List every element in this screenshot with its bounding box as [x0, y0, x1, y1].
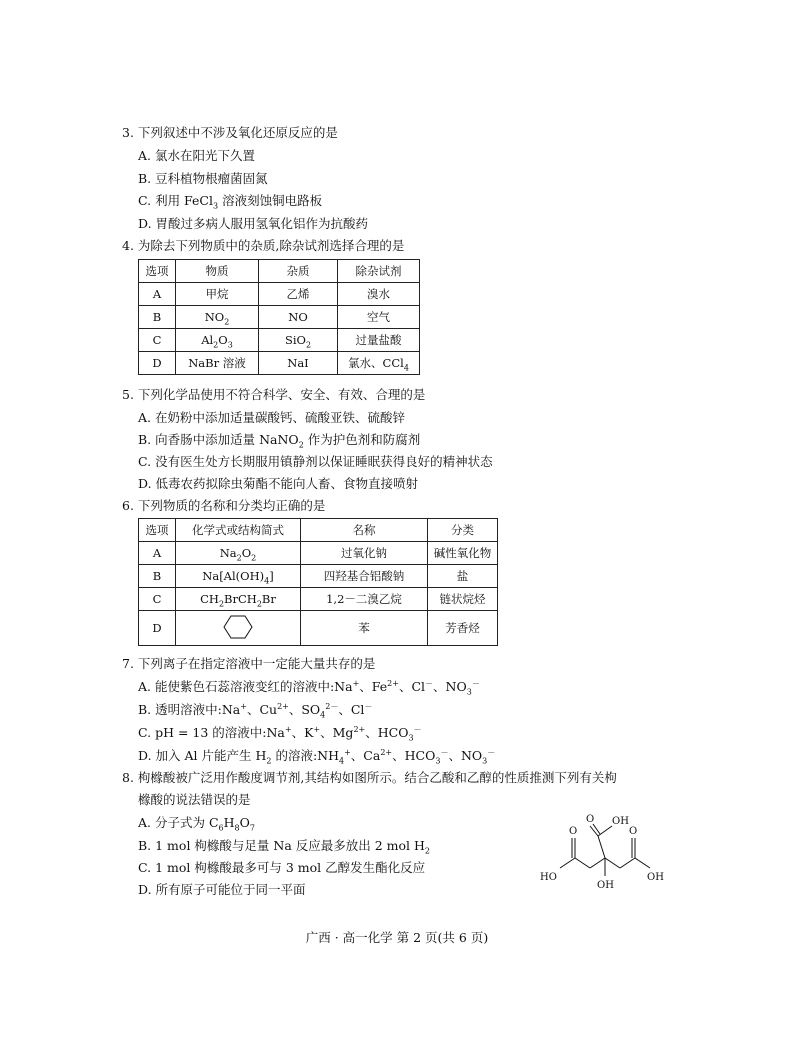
q8-option-c: C. 1 mol 枸橼酸最多可与 3 mol 乙醇发生酯化反应	[138, 860, 426, 875]
q3-option-c: C. 利用 FeCl$_3$ 溶液刻蚀铜电路板	[138, 193, 323, 211]
q8-option-a: A. 分子式为 $C_6H_8O_7$	[138, 815, 255, 833]
table-cell: 1,2－二溴乙烷	[301, 588, 428, 611]
table-row	[139, 352, 420, 375]
hydroxyl-label: OH	[597, 880, 614, 891]
q4-stem: 4. 为除去下列物质中的杂质,除杂试剂选择合理的是	[122, 238, 405, 253]
table-cell: 苯	[301, 611, 428, 646]
table-cell: A	[139, 283, 176, 306]
table-cell: 溴水	[338, 283, 420, 306]
table-cell: $Na_2O_2$	[176, 542, 301, 565]
table-cell: 四羟基合铝酸钠	[301, 565, 428, 588]
q3-option-d: D. 胃酸过多病人服用氢氧化铝作为抗酸药	[138, 216, 369, 231]
benzene-ring-icon	[223, 614, 253, 640]
table-cell: 链状烷烃	[428, 588, 498, 611]
q8-option-d: D. 所有原子可能位于同一平面	[138, 882, 306, 897]
table-cell: 除杂试剂	[338, 260, 420, 283]
q5-option-a: A. 在奶粉中添加适量碳酸钙、硫酸亚铁、硫酸锌	[138, 410, 405, 425]
table-cell: 乙烯	[259, 283, 338, 306]
table-cell: 芳香烃	[428, 611, 498, 646]
q8-option-b: B. 1 mol 枸橼酸与足量 Na 反应最多放出 2 mol $H_2$	[138, 838, 430, 856]
q3-option-a: A. 氯水在阳光下久置	[138, 148, 255, 163]
q4-table	[138, 259, 420, 375]
table-cell: 过量盐酸	[338, 329, 420, 352]
table-row	[139, 306, 420, 329]
oxygen-label: O	[569, 826, 578, 837]
table-cell: 分类	[428, 519, 498, 542]
table-cell: 甲烷	[176, 283, 259, 306]
table-row	[139, 329, 420, 352]
table-cell: NO	[259, 306, 338, 329]
table-cell: B	[139, 565, 176, 588]
q8-stem-line2: 橼酸的说法错误的是	[138, 792, 251, 807]
table-cell: $NO_2$	[176, 306, 259, 329]
q7-option-c: C. pH = 13 的溶液中:Na+、K+、$Mg^{2+}$、$HCO_3^-$	[138, 724, 422, 743]
q6-stem: 6. 下列物质的名称和分类均正确的是	[122, 498, 326, 513]
table-row	[139, 611, 498, 646]
q3-stem: 3. 下列叙述中不涉及氧化还原反应的是	[122, 125, 338, 140]
table-cell: C	[139, 329, 176, 352]
oxygen-label: O	[629, 826, 638, 837]
q5-stem: 5. 下列化学品使用不符合科学、安全、有效、合理的是	[122, 387, 426, 402]
table-cell: A	[139, 542, 176, 565]
q7-option-b: B. 透明溶液中:Na+、$Cu^{2+}$、$SO_4^{2-}$、Cl－	[138, 701, 373, 720]
table-cell: 杂质	[259, 260, 338, 283]
table-cell: 氯水、CCl$_4$	[338, 352, 420, 375]
q5-option-d: D. 低毒农药拟除虫菊酯不能向人畜、食物直接喷射	[138, 476, 419, 491]
q6-table	[138, 518, 498, 646]
table-row	[139, 588, 498, 611]
table-row	[139, 283, 420, 306]
table-cell: D	[139, 611, 176, 646]
table-cell: B	[139, 306, 176, 329]
q7-option-a: A. 能使紫色石蕊溶液变红的溶液中:Na+、$Fe^{2+}$、Cl－、$NO_3^-$	[138, 678, 480, 697]
table-row	[139, 542, 498, 565]
table-row	[139, 565, 498, 588]
table-header-row	[139, 260, 420, 283]
table-cell: SiO$_2$	[259, 329, 338, 352]
oxygen-label: O	[586, 814, 595, 825]
q5-option-c: C. 没有医生处方长期服用镇静剂以保证睡眠获得良好的精神状态	[138, 454, 493, 469]
q5-option-b: B. 向香肠中添加适量 NaNO$_2$ 作为护色剂和防腐剂	[138, 432, 421, 450]
hydroxyl-label: HO	[540, 872, 557, 883]
table-cell: $CH_2BrCH_2Br$	[176, 588, 301, 611]
q7-option-d: D. 加入 Al 片能产生 $H_2$ 的溶液$:NH_4^+$、$Ca^{2+}$、$HCO_3^-$、$NO_3^-$	[138, 747, 496, 766]
table-cell: 碱性氧化物	[428, 542, 498, 565]
table-cell: C	[139, 588, 176, 611]
table-cell: 过氧化钠	[301, 542, 428, 565]
table-cell: 选项	[139, 519, 176, 542]
table-cell: 盐	[428, 565, 498, 588]
table-cell: $Al_2O_3$	[176, 329, 259, 352]
table-header-row	[139, 519, 498, 542]
table-cell	[176, 611, 301, 646]
table-cell: NaI	[259, 352, 338, 375]
table-cell: 物质	[176, 260, 259, 283]
q7-stem: 7. 下列离子在指定溶液中一定能大量共存的是	[122, 656, 376, 671]
hydroxyl-label: OH	[612, 816, 629, 827]
table-cell: $Na[Al(OH)_4]$	[176, 565, 301, 588]
page-footer: 广西 · 高一化学 第 2 页(共 6 页)	[305, 930, 489, 945]
q3-option-b: B. 豆科植物根瘤菌固氮	[138, 171, 268, 186]
table-cell: 化学式或结构简式	[176, 519, 301, 542]
table-cell: 空气	[338, 306, 420, 329]
table-cell: D	[139, 352, 176, 375]
hydroxyl-label: OH	[647, 872, 664, 883]
table-cell: 选项	[139, 260, 176, 283]
table-cell: NaBr 溶液	[176, 352, 259, 375]
table-cell: 名称	[301, 519, 428, 542]
citric-acid-structure-diagram	[530, 812, 680, 892]
q8-stem-line1: 8. 枸橼酸被广泛用作酸度调节剂,其结构如图所示。结合乙酸和乙醇的性质推测下列有关枸	[122, 770, 617, 785]
